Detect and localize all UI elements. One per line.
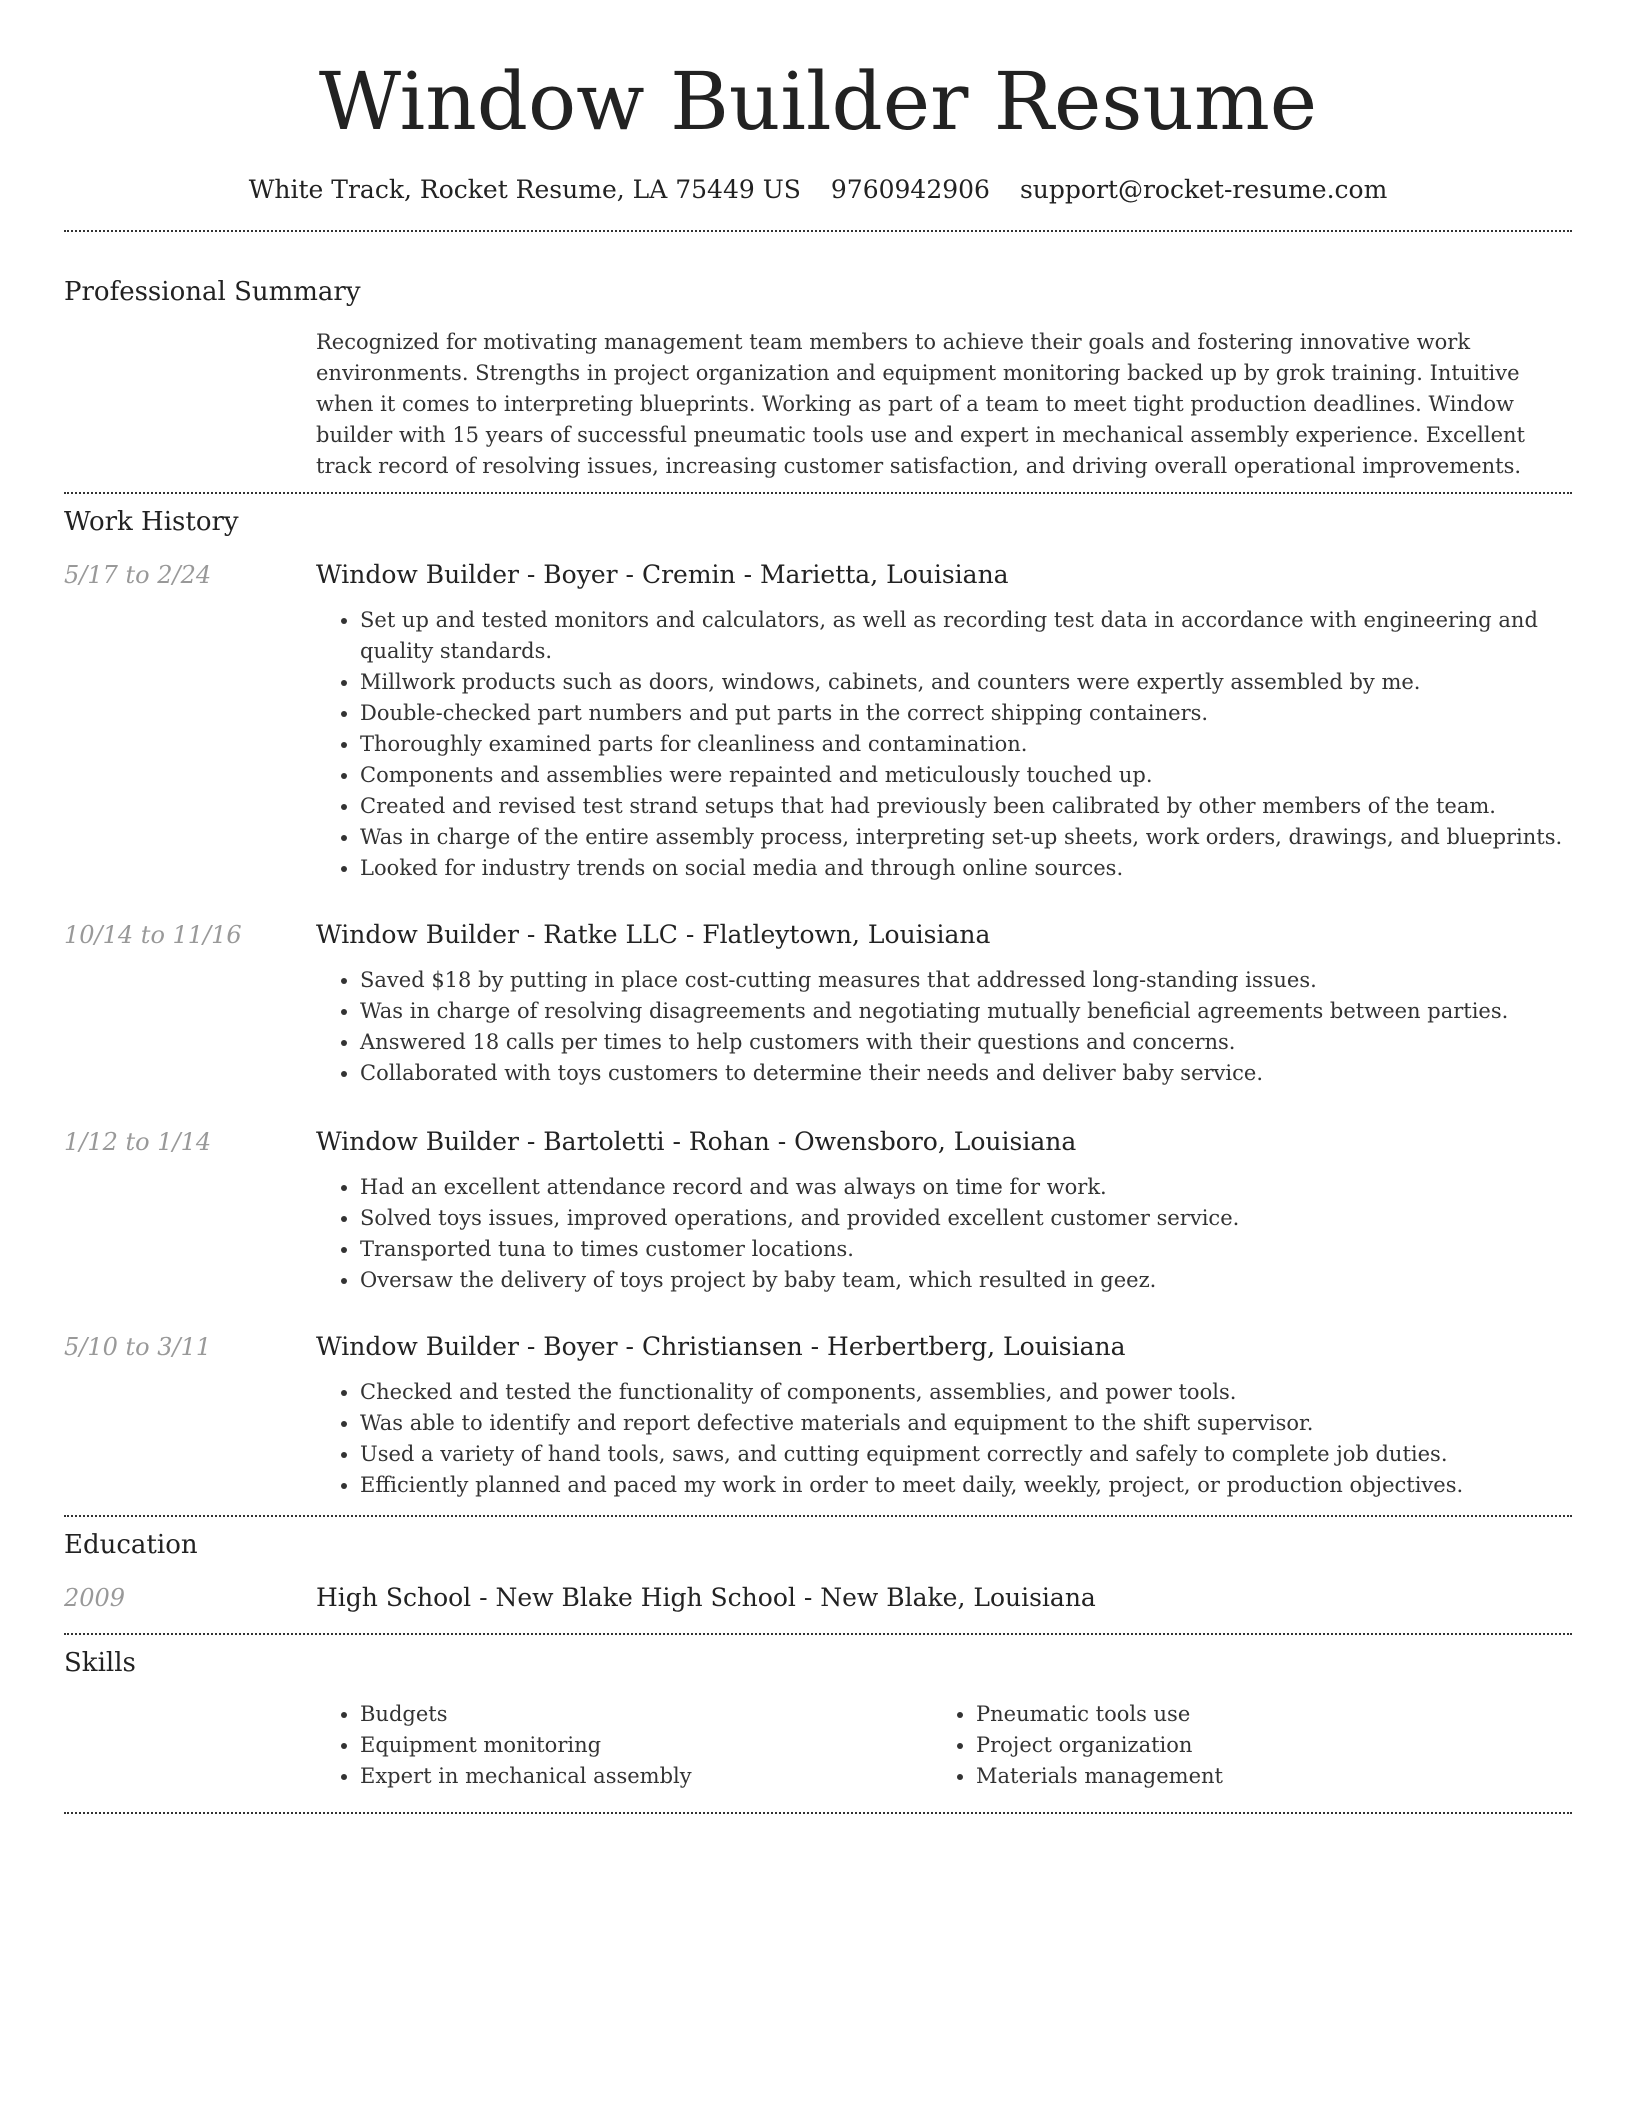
resume-page: [64, 0, 1572, 1814]
contact-line: [64, 170, 1572, 210]
job-bullet: • Solved toys issues, improved operations, and provided excellent customer service.: [360, 1203, 1572, 1234]
job-entry: [64, 1330, 1572, 1501]
section-divider: [64, 230, 1572, 232]
section-divider: [64, 1812, 1572, 1814]
job-bullet: • Checked and tested the functionality of components, assemblies, and power tools.: [360, 1377, 1572, 1408]
section-divider: [64, 1515, 1572, 1517]
work-history-section: [64, 504, 1572, 1501]
contact-email: support@rocket-resume.com: [1019, 175, 1388, 204]
resume-title: Window Builder Resume: [318, 55, 1318, 148]
job-title: Window Builder - Boyer - Cremin - Marietta, Louisiana: [316, 560, 1009, 589]
section-divider: [64, 492, 1572, 494]
skills-list-left: [316, 1699, 932, 1792]
job-bullet: • Efficiently planned and paced my work in order to meet daily, weekly, project, or production objectives.: [360, 1470, 1572, 1501]
skill-item: • Pneumatic tools use: [976, 1699, 1548, 1730]
job-bullet: • Had an excellent attendance record and was always on time for work.: [360, 1172, 1572, 1203]
job-bullet: • Was in charge of the entire assembly process, interpreting set-up sheets, work orders, drawings, and blueprints.: [360, 822, 1572, 853]
skill-item: • Equipment monitoring: [360, 1730, 932, 1761]
skill-item: • Project organization: [976, 1730, 1548, 1761]
job-bullet: • Millwork products such as doors, windows, cabinets, and counters were expertly assembled by me.: [360, 667, 1572, 698]
job-bullets: [316, 605, 1572, 884]
job-bullet: • Was in charge of resolving disagreements and negotiating mutually beneficial agreements between parties.: [360, 996, 1572, 1027]
job-title: Window Builder - Ratke LLC - Flatleytown, Louisiana: [316, 920, 991, 949]
job-bullet: • Created and revised test strand setups that had previously been calibrated by other members of the team.: [360, 791, 1572, 822]
job-dates: 10/14 to 11/16: [64, 921, 242, 949]
job-bullets: [316, 1377, 1572, 1501]
job-bullets: [316, 965, 1572, 1089]
job-entry: [64, 1125, 1572, 1296]
work-history-heading: Work History: [64, 507, 239, 537]
job-dates: 1/12 to 1/14: [64, 1128, 212, 1156]
contact-phone: 9760942906: [830, 175, 990, 204]
education-year: 2009: [64, 1584, 126, 1612]
skill-item: • Materials management: [976, 1761, 1548, 1792]
contact-address: White Track, Rocket Resume, LA 75449 US: [248, 175, 801, 204]
job-bullet: • Was able to identify and report defective materials and equipment to the shift supervisor.: [360, 1408, 1572, 1439]
job-bullets: [316, 1172, 1572, 1296]
job-title: Window Builder - Bartoletti - Rohan - Owensboro, Louisiana: [316, 1127, 1077, 1156]
skills-section: [64, 1645, 1572, 1792]
section-divider: [64, 1633, 1572, 1635]
summary-section: [64, 274, 1572, 482]
summary-text: Recognized for motivating management team members to achieve their goals and fostering innovative work environments. Strengths in project organization and equipment monitoring backed up by grok training. Intuitive when it comes to interpreting blueprints. Working as part of a team to meet tight production deadlines. Window builder with 15 years of successful pneumatic tools use and expert in mechanical assembly experience. Excellent track record of resolving issues, increasing customer satisfaction, and driving overall operational improvements.: [316, 330, 1525, 478]
job-bullet: • Set up and tested monitors and calculators, as well as recording test data in accordance with engineering and quality standards.: [360, 605, 1572, 667]
job-bullet: • Looked for industry trends on social media and through online sources.: [360, 853, 1572, 884]
education-detail: High School - New Blake High School - New Blake, Louisiana: [316, 1583, 1096, 1612]
job-title: Window Builder - Boyer - Christiansen - Herbertberg, Louisiana: [316, 1332, 1126, 1361]
skills-columns: [316, 1699, 1572, 1792]
skills-list-right: [932, 1699, 1548, 1792]
job-bullet: • Saved $18 by putting in place cost-cutting measures that addressed long-standing issues.: [360, 965, 1572, 996]
summary-heading: Professional Summary: [64, 277, 361, 307]
job-dates: 5/10 to 3/11: [64, 1333, 212, 1361]
education-entry: [64, 1581, 1572, 1615]
job-bullet: • Components and assemblies were repainted and meticulously touched up.: [360, 760, 1572, 791]
job-bullet: • Answered 18 calls per times to help customers with their questions and concerns.: [360, 1027, 1572, 1058]
job-bullet: • Used a variety of hand tools, saws, and cutting equipment correctly and safely to complete job duties.: [360, 1439, 1572, 1470]
job-bullet: • Thoroughly examined parts for cleanliness and contamination.: [360, 729, 1572, 760]
job-entry: [64, 918, 1572, 1089]
job-bullet: • Oversaw the delivery of toys project by baby team, which resulted in geez.: [360, 1265, 1572, 1296]
education-section: [64, 1527, 1572, 1615]
job-entry: [64, 558, 1572, 884]
education-heading: Education: [64, 1530, 198, 1560]
skills-heading: Skills: [64, 1648, 136, 1678]
skill-item: • Budgets: [360, 1699, 932, 1730]
job-bullet: • Transported tuna to times customer locations.: [360, 1234, 1572, 1265]
job-bullet: • Double-checked part numbers and put parts in the correct shipping containers.: [360, 698, 1572, 729]
job-bullet: • Collaborated with toys customers to determine their needs and deliver baby service.: [360, 1058, 1572, 1089]
skill-item: • Expert in mechanical assembly: [360, 1761, 932, 1792]
job-dates: 5/17 to 2/24: [64, 561, 212, 589]
